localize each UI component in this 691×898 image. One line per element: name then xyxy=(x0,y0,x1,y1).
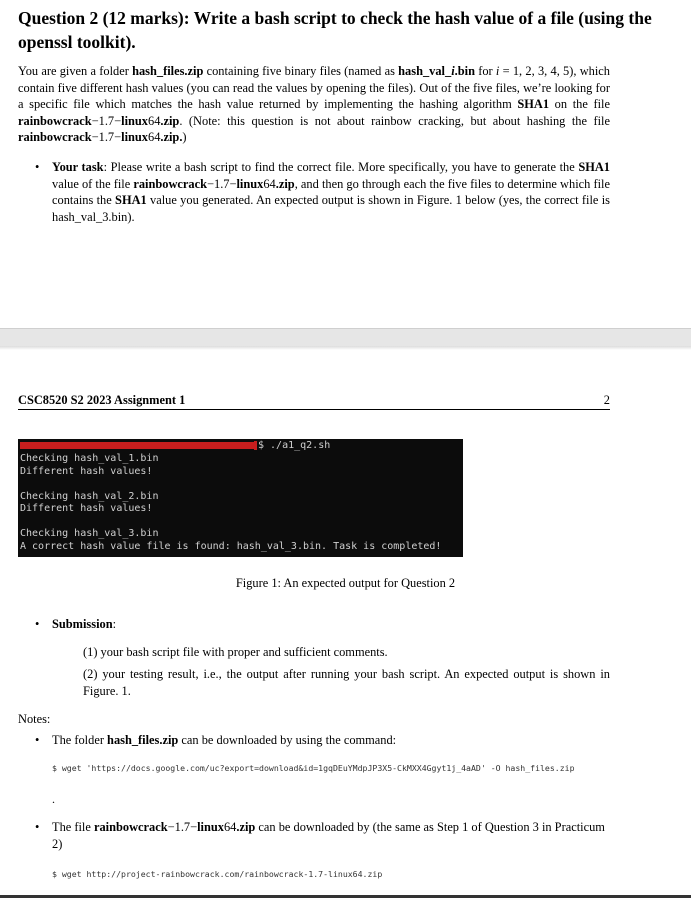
task-label: Your task xyxy=(52,160,104,174)
intro-text: 64 xyxy=(148,130,161,145)
intro-bold-hash-val: hash_val_ xyxy=(398,64,452,78)
task-bold-rainbowcrack: rainbowcrack xyxy=(133,176,208,191)
intro-text: for xyxy=(474,64,496,78)
bullet-icon: • xyxy=(35,160,40,174)
intro-bold-rainbowcrack: rainbowcrack xyxy=(18,113,92,128)
task-text: value you generated. An expected output is shown in Figure. 1 below (yes, the correct file is hash_val_3.bin). xyxy=(52,193,610,224)
note-item xyxy=(35,732,612,749)
task-text: value of the file xyxy=(52,176,134,191)
note-bold-hash-files: hash_files.zip xyxy=(107,733,179,747)
bullet-icon: • xyxy=(35,820,40,834)
redacted-prompt xyxy=(20,442,254,449)
task-bold-linux: linux xyxy=(236,176,264,191)
intro-bold-hash-files: hash_files.zip xyxy=(132,64,204,78)
submission-label: Submission xyxy=(52,617,113,631)
task-text: 64 xyxy=(263,176,276,191)
submission-colon: : xyxy=(112,617,117,631)
intro-italic-i: i xyxy=(495,64,500,78)
note-item xyxy=(35,819,610,852)
terminal-line: Different hash values! xyxy=(20,503,153,514)
terminal-command: $ ./a1_q2.sh xyxy=(258,440,331,451)
intro-bold-zip: .zip xyxy=(160,113,180,128)
intro-text: −1.7− xyxy=(91,130,122,145)
intro-text: = 1, 2, 3, 4, 5), which contain five different hash values (you can read the values by opening the files). Out of the five files, we’re looking for a specific file which matches the hash value returned by implementing the hashing algorithm xyxy=(18,64,610,112)
page-number: 2 xyxy=(603,393,610,407)
task-text: , and then go through each the five files to determine which file contains the xyxy=(52,176,610,208)
intro-bold-rainbowcrack: rainbowcrack xyxy=(18,130,92,145)
note-text: 64 xyxy=(223,820,237,834)
terminal-line: A correct hash value file is found: hash_val_3.bin. Task is completed! xyxy=(20,540,442,552)
notes-label: Notes: xyxy=(18,712,51,726)
page-separator-shadow xyxy=(0,346,691,350)
header-rule xyxy=(18,409,610,410)
command-wget-hash-files: $ wget 'https://docs.google.com/uc?export=download&id=1gqDEuYMdpJP3X5-CkMXX4Ggyt1j_4aAD' -O hash_files.zip xyxy=(52,763,575,773)
terminal-line: Checking hash_val_2.bin xyxy=(20,490,159,502)
intro-text: ) xyxy=(182,130,187,145)
note-bold-rainbowcrack: rainbowcrack xyxy=(93,820,168,834)
note-text: The file xyxy=(52,820,94,834)
submission-bullet xyxy=(35,617,117,632)
command-wget-rainbowcrack: $ wget http://project-rainbowcrack.com/rainbowcrack-1.7-linux64.zip xyxy=(52,869,383,879)
intro-bold-bin: .bin xyxy=(454,64,475,78)
intro-text: . (Note: this question is not about rainbow cracking, but about hashing the file xyxy=(179,113,610,128)
intro-italic-i: i xyxy=(451,64,455,78)
intro-text: −1.7− xyxy=(91,113,122,128)
terminal-line: Different hash values! xyxy=(20,465,153,477)
figure-caption: Figure 1: An expected output for Question 2 xyxy=(235,576,456,590)
note-bold-linux: linux xyxy=(197,820,224,834)
page-separator xyxy=(0,328,691,348)
terminal-line: Checking hash_val_1.bin xyxy=(20,453,159,464)
intro-text: on the file xyxy=(549,97,610,112)
task-bold-sha1: SHA1 xyxy=(578,160,610,174)
intro-bold-linux: linux xyxy=(121,130,148,145)
running-header-title: CSC8520 S2 2023 Assignment 1 xyxy=(18,393,186,407)
task-text: : Please write a bash script to find the correct file. More specifically, you have to generate the xyxy=(103,160,579,174)
task-bold-sha1: SHA1 xyxy=(115,193,147,208)
bullet-icon: • xyxy=(35,617,40,631)
terminal-screenshot xyxy=(18,439,463,557)
task-bullet xyxy=(35,159,610,225)
intro-bold-zip: .zip. xyxy=(160,130,183,145)
intro-paragraph xyxy=(18,63,610,146)
terminal-line: Checking hash_val_3.bin xyxy=(20,528,159,539)
note-text: can be downloaded by (the same as Step 1 of Question 3 in Practicum 2) xyxy=(52,820,605,851)
intro-text: 64 xyxy=(148,113,161,128)
note-text: The folder xyxy=(52,733,108,747)
intro-bold-linux: linux xyxy=(121,113,148,128)
redacted-prompt xyxy=(254,441,257,450)
submission-item: (2) your testing result, i.e., the output after running your bash script. An expected output is shown in Figure. 1. xyxy=(83,667,610,698)
task-bold-zip: .zip xyxy=(275,176,295,191)
note-bold-zip: .zip xyxy=(236,820,256,834)
intro-text: You are given a folder xyxy=(18,64,133,78)
task-text: −1.7− xyxy=(207,176,237,191)
question-title: Question 2 (12 marks): Write a bash script to check the hash value of a file (using the openssl toolkit). xyxy=(18,8,652,52)
submission-item: (1) your bash script file with proper and sufficient comments. xyxy=(83,645,388,659)
bullet-icon: • xyxy=(35,733,40,747)
intro-bold-sha1: SHA1 xyxy=(517,97,550,112)
note-text: −1.7− xyxy=(167,820,198,834)
stray-dot: . xyxy=(52,792,55,806)
intro-text: containing five binary files (named as xyxy=(203,64,399,78)
note-text: can be downloaded by using the command: xyxy=(178,733,397,747)
